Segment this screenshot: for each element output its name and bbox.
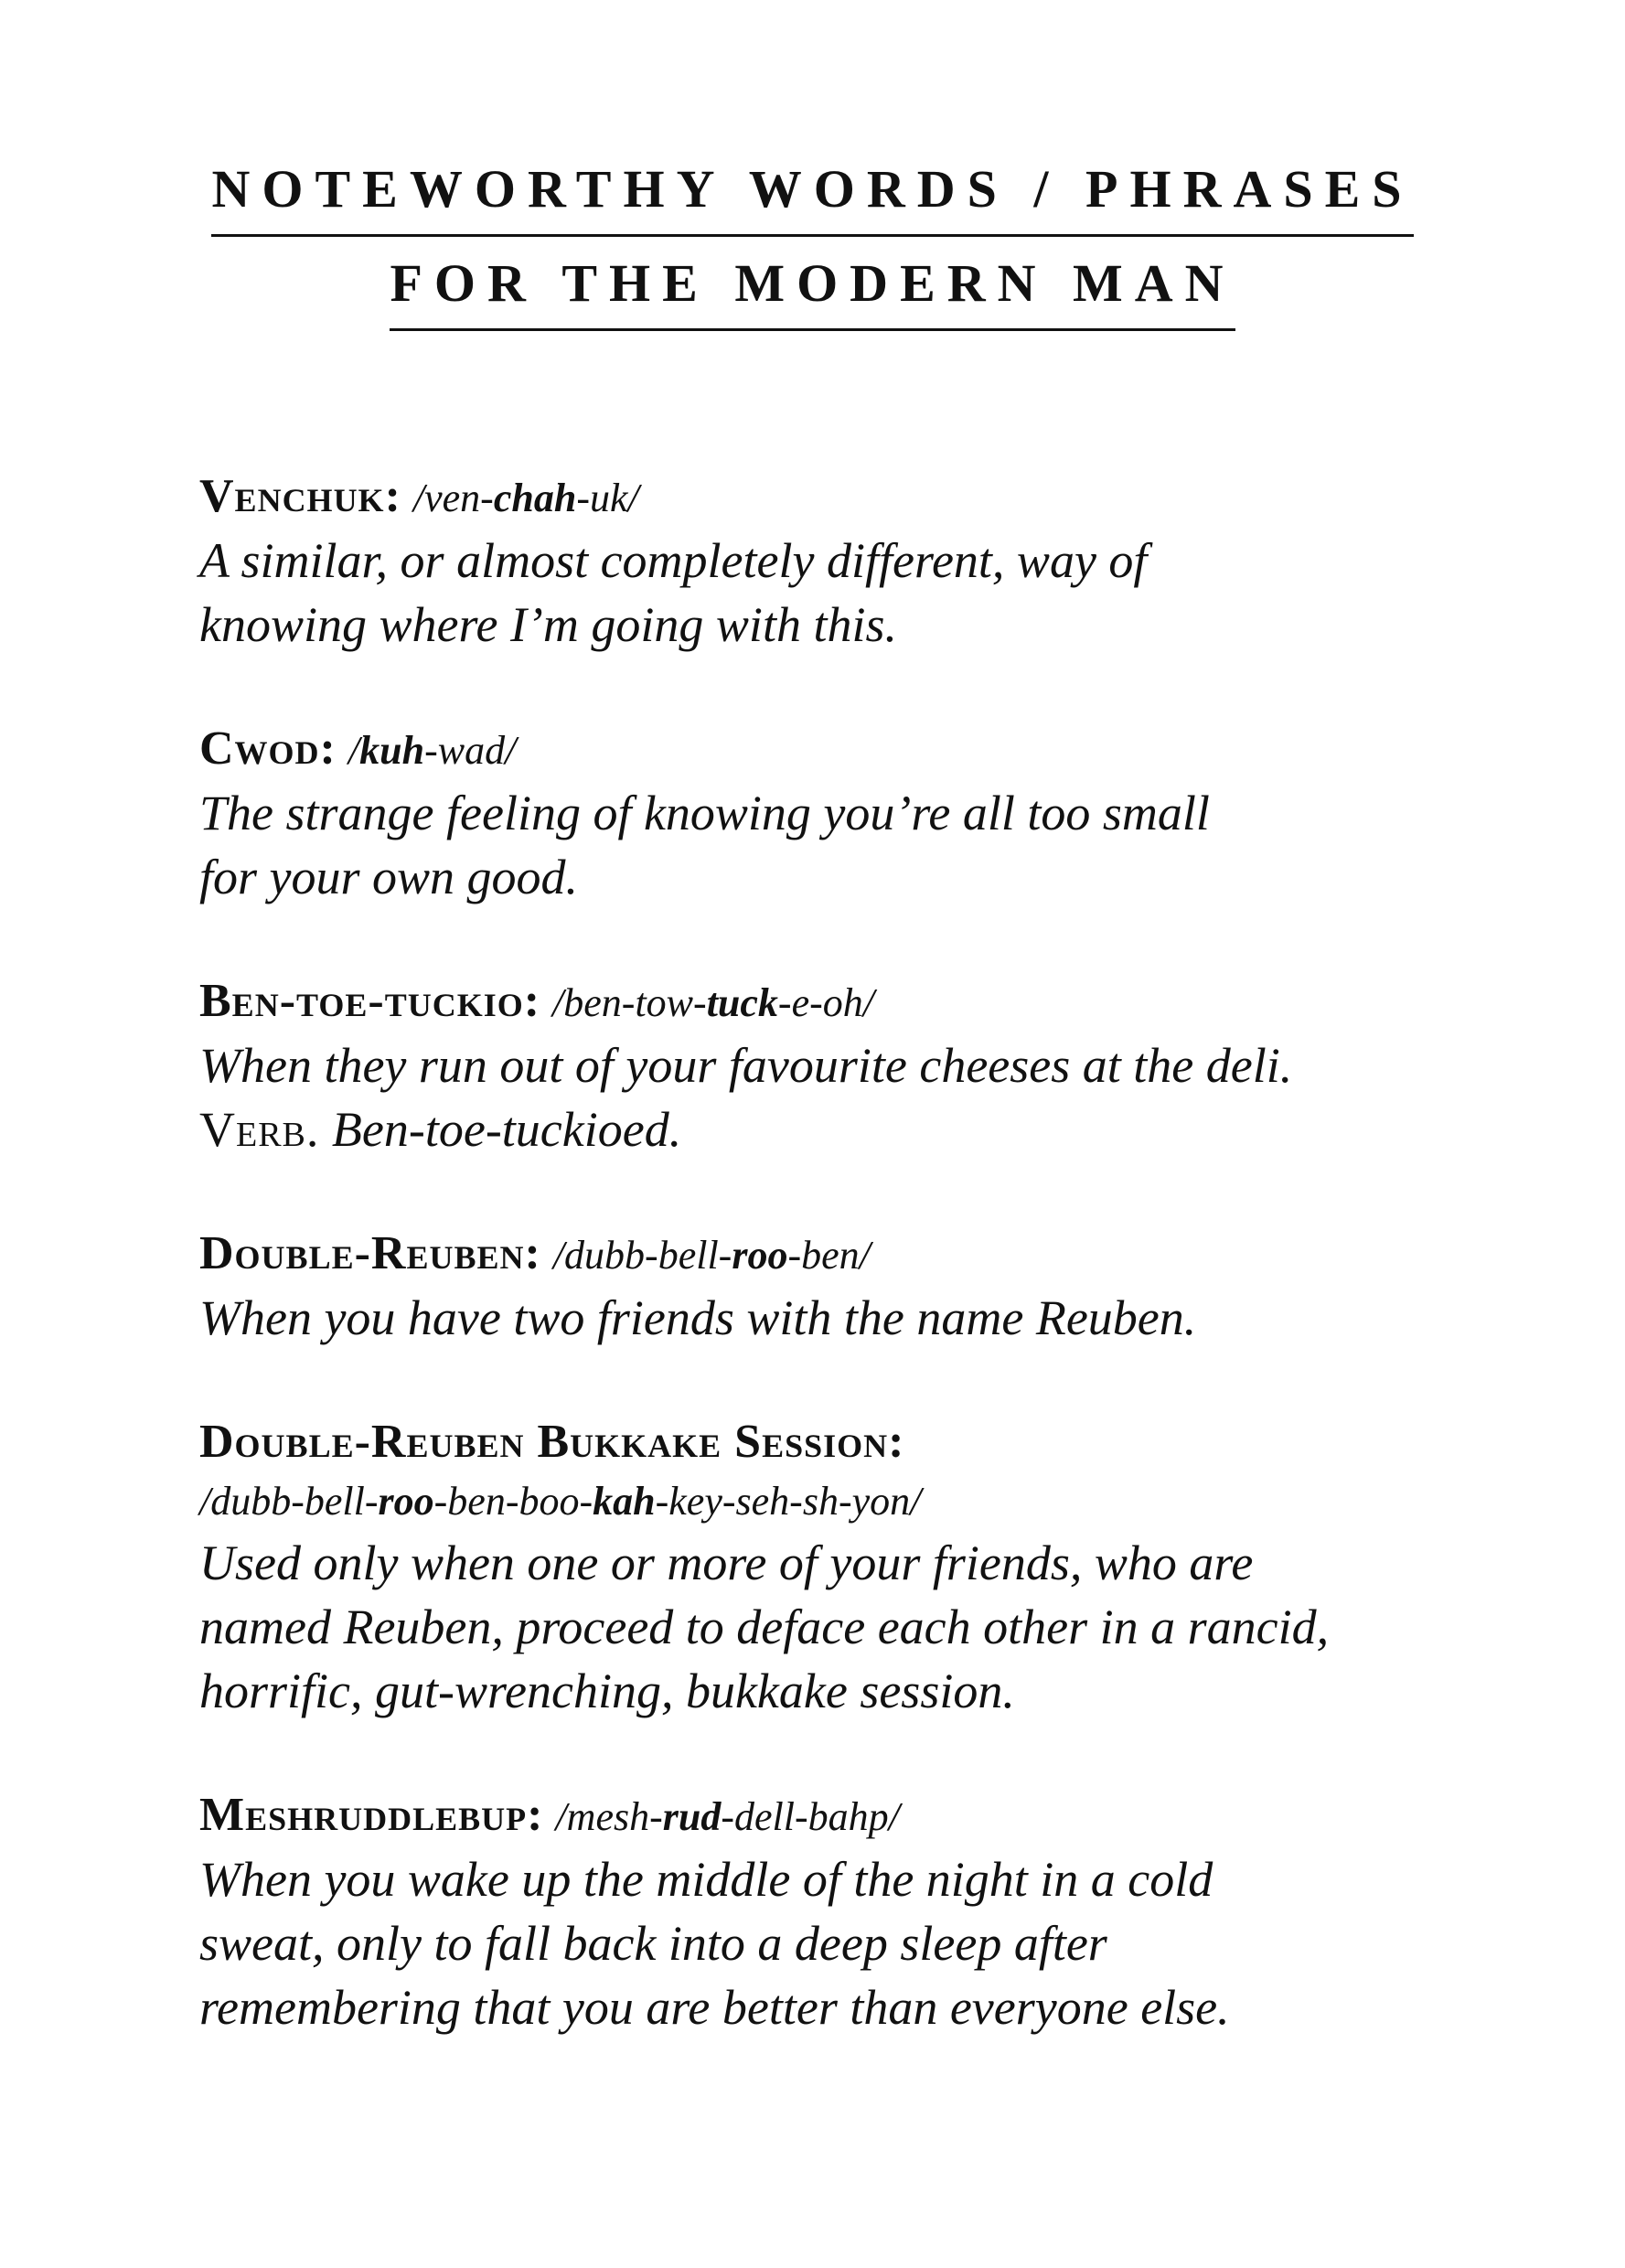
entry-term: Double-Reuben Bukkake Session: xyxy=(199,1416,905,1468)
entry-term: Meshruddlebup: xyxy=(199,1789,544,1841)
entry-definition: Used only when one or more of your friends, who are named Reuben, proceed to deface each other in a rancid, horrific, gut-wrenching, bukkake session. xyxy=(199,1535,1330,1718)
entry-heading xyxy=(199,1412,1480,1472)
entry-heading xyxy=(199,1224,1480,1286)
entry-meshruddlebup xyxy=(199,1785,1480,2039)
entry-heading xyxy=(199,719,1480,781)
entry-double-reuben xyxy=(199,1224,1480,1350)
verb-form: Ben-toe-tuckioed. xyxy=(331,1102,682,1157)
entry-venchuk xyxy=(199,466,1480,657)
entry-pronunciation: /dubb-bell-roo-ben/ xyxy=(552,1233,871,1278)
entry-pronunciation: /dubb-bell-roo-ben-boo-kah-key-seh-sh-yon/ xyxy=(199,1479,922,1524)
entry-pronunciation: /kuh-wad/ xyxy=(347,728,517,773)
entry-term: Ben-toe-tuckio: xyxy=(199,975,541,1027)
entry-term: Cwod: xyxy=(199,722,337,775)
entry-pronunciation: /ven-chah-uk/ xyxy=(412,476,639,520)
entry-term: Double-Reuben: xyxy=(199,1227,541,1279)
entry-definition: When you have two friends with the name Reuben. xyxy=(199,1290,1197,1345)
title-line-2: FOR THE MODERN MAN xyxy=(390,251,1235,331)
entry-definition: A similar, or almost completely different, way of knowing where I’m going with this. xyxy=(199,533,1148,652)
entry-heading xyxy=(199,1785,1480,1847)
entry-ben-toe-tuckio xyxy=(199,971,1480,1161)
entry-heading xyxy=(199,971,1480,1033)
entry-pronunciation: /ben-tow-tuck-e-oh/ xyxy=(552,980,874,1025)
entry-cwod xyxy=(199,719,1480,909)
entry-pronunciation: /mesh-rud-dell-bahp/ xyxy=(555,1794,900,1839)
entry-definition: The strange feeling of knowing you’re all too small for your own good. xyxy=(199,786,1210,904)
entry-term: Venchuk: xyxy=(199,470,401,522)
glossary-entries xyxy=(199,466,1480,2102)
title-line-1: NOTEWORTHY WORDS / PHRASES xyxy=(211,157,1413,237)
entry-definition: When you wake up the middle of the night in a cold sweat, only to fall back into a deep sleep after remembering that you are better than everyone else. xyxy=(199,1852,1230,2035)
entry-double-reuben-bukkake-session xyxy=(199,1412,1480,1723)
title-block xyxy=(0,157,1625,331)
entry-heading xyxy=(199,466,1480,529)
entry-definition: When they run out of your favourite cheeses at the deli. Verb. Ben-toe-tuckioed. xyxy=(199,1038,1293,1157)
part-of-speech: Verb. xyxy=(199,1102,320,1157)
